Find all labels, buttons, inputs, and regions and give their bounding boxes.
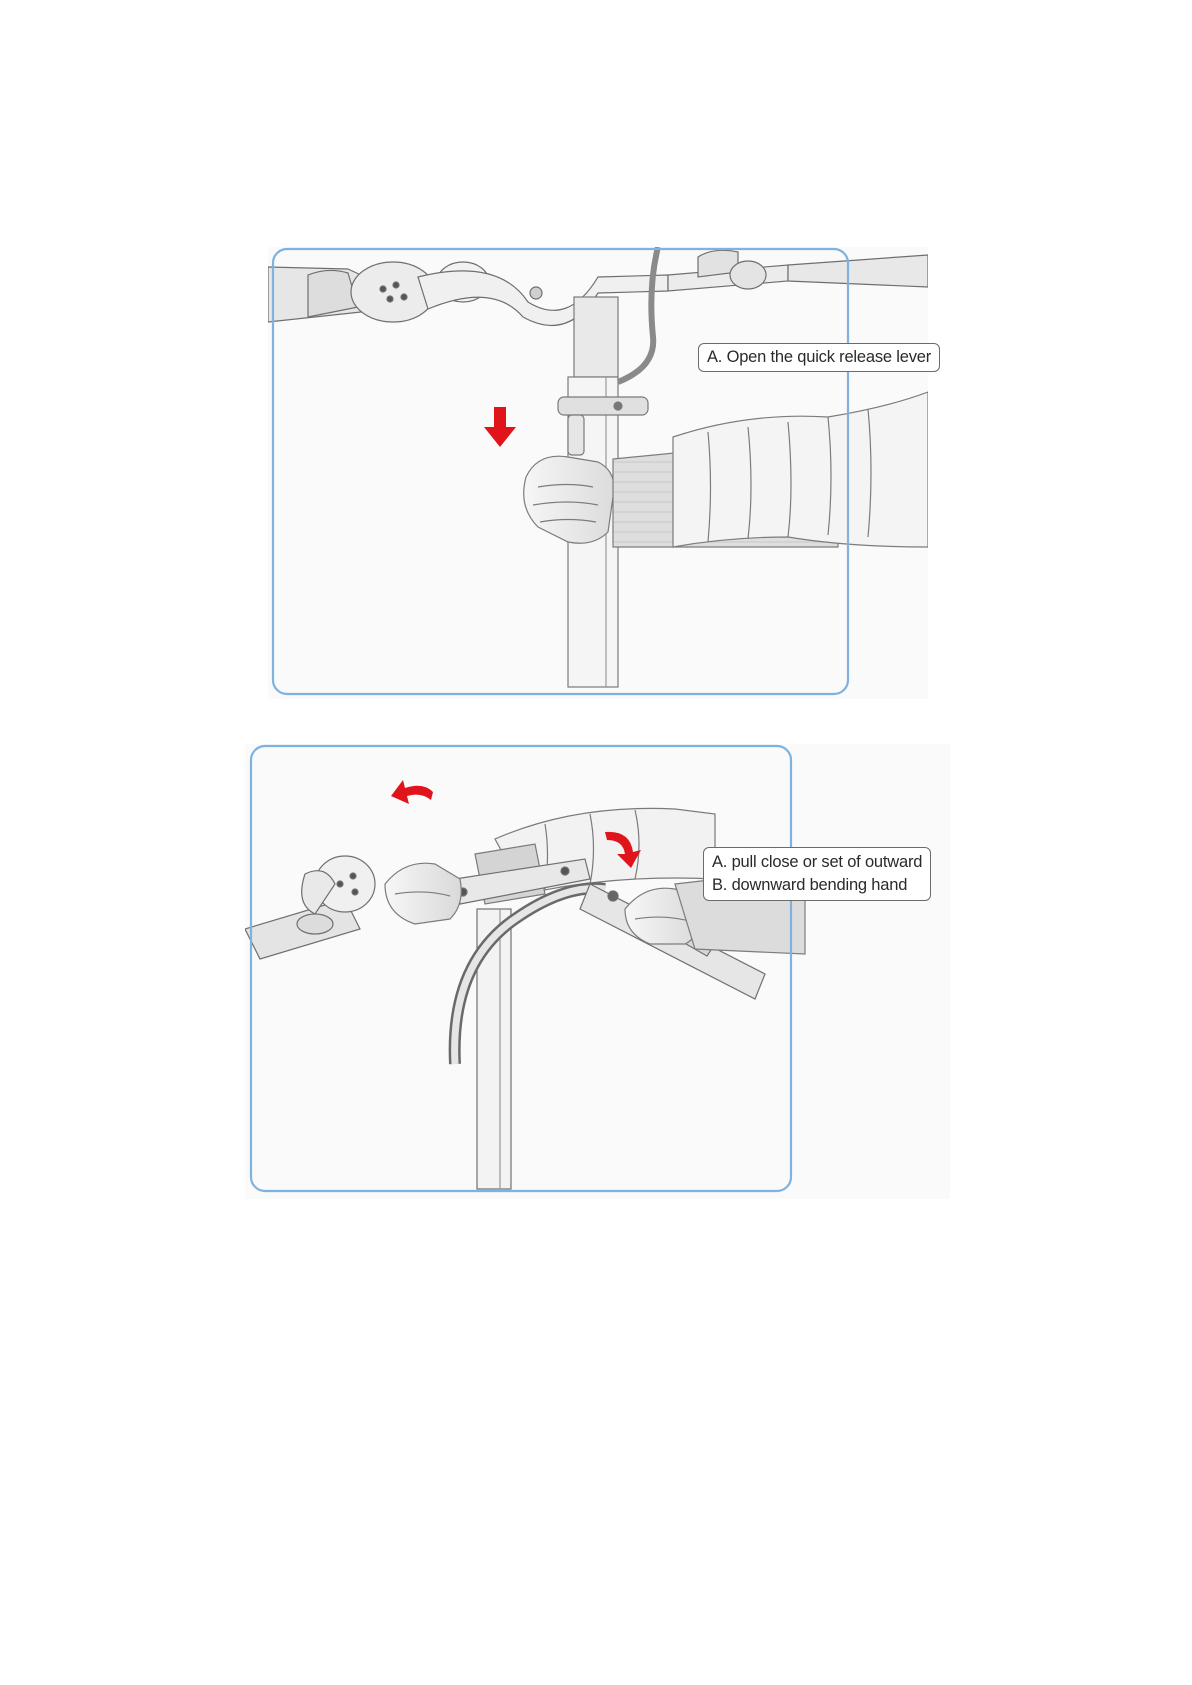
callout-line: A. Open the quick release lever [707, 348, 932, 366]
illustration-panel-fold-handlebar [245, 744, 950, 1199]
callout-line-b: B. downward bending hand [712, 876, 908, 894]
callout-open-quick-release [698, 343, 940, 372]
callout-line-a: A. pull close or set of outward [712, 853, 923, 871]
illustration-panel-quick-release [268, 247, 932, 699]
fold-handlebar-illustration [245, 744, 950, 1199]
callout-fold-instructions [703, 847, 931, 901]
quick-release-illustration [268, 247, 928, 699]
